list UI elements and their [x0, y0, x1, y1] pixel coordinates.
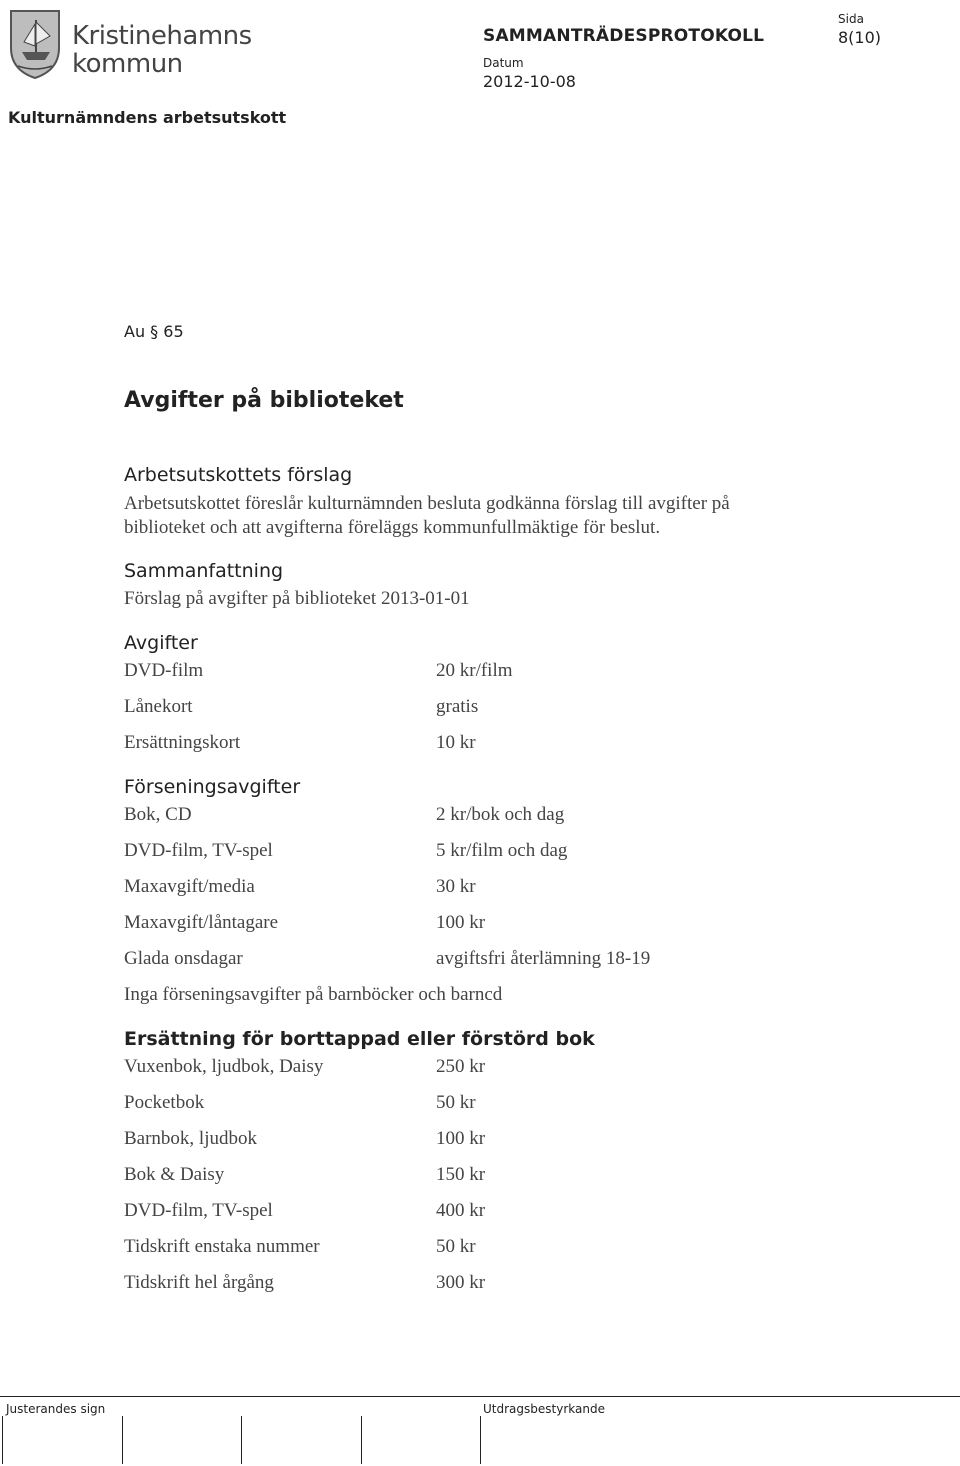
replacement-price: 150 kr	[436, 1164, 486, 1185]
proposal-heading: Arbetsutskottets förslag	[124, 464, 353, 486]
municipal-coat-of-arms-logo	[8, 8, 62, 80]
signature-box-divider	[361, 1416, 362, 1464]
late-fee-price: avgiftsfri återlämning 18-19	[436, 948, 651, 969]
fee-price: 20 kr/film	[436, 660, 513, 681]
replacement-price: 50 kr	[436, 1236, 476, 1257]
late-fees-heading: Förseningsavgifter	[124, 776, 301, 798]
paragraph-number: Au § 65	[124, 322, 184, 341]
replacement-item: Barnbok, ljudbok	[124, 1128, 257, 1149]
late-fee-price: 5 kr/film och dag	[436, 840, 568, 861]
org-name: Kristinehamns kommun	[72, 21, 252, 79]
proposal-text: Arbetsutskottet föreslår kulturnämnden besluta godkänna förslag till avgifter på biblioteket och att avgifterna föreläggs kommunfullmäktige för beslut.	[124, 493, 730, 538]
committee-name: Kulturnämndens arbetsutskott	[8, 108, 287, 127]
replacement-item: Pocketbok	[124, 1092, 205, 1113]
fee-item: DVD-film	[124, 660, 204, 681]
fee-price: gratis	[436, 696, 479, 717]
summary-heading: Sammanfattning	[124, 560, 284, 582]
replacement-price: 50 kr	[436, 1092, 476, 1113]
late-fee-item: Glada onsdagar	[124, 948, 243, 969]
date-label: Datum	[483, 56, 524, 70]
fee-item: Lånekort	[124, 696, 193, 717]
replacement-item: DVD-film, TV-spel	[124, 1200, 273, 1221]
fee-price: 10 kr	[436, 732, 476, 753]
replacement-item: Tidskrift enstaka nummer	[124, 1236, 320, 1257]
page-number: 8(10)	[838, 28, 882, 47]
replacement-item: Bok & Daisy	[124, 1164, 225, 1185]
late-fee-item: Bok, CD	[124, 804, 192, 825]
fees-heading: Avgifter	[124, 632, 198, 654]
extract-certification-label: Utdragsbestyrkande	[483, 1402, 605, 1416]
signature-box-divider	[122, 1416, 123, 1464]
late-fee-item: DVD-film, TV-spel	[124, 840, 273, 861]
page-title: Avgifter på biblioteket	[124, 388, 404, 413]
replacement-heading: Ersättning för borttappad eller förstörd bok	[124, 1028, 595, 1050]
doc-type-title: SAMMANTRÄDESPROTOKOLL	[483, 26, 765, 46]
page-label: Sida	[838, 12, 864, 26]
signature-box-divider	[480, 1416, 481, 1464]
late-fee-note: Inga förseningsavgifter på barnböcker och barncd	[124, 984, 503, 1005]
signature-box-divider	[2, 1416, 3, 1464]
replacement-item: Vuxenbok, ljudbok, Daisy	[124, 1056, 324, 1077]
replacement-price: 300 kr	[436, 1272, 486, 1293]
replacement-price: 100 kr	[436, 1128, 486, 1149]
late-fee-item: Maxavgift/media	[124, 876, 255, 897]
signature-box-divider	[241, 1416, 242, 1464]
summary-text: Förslag på avgifter på biblioteket 2013-01-01	[124, 588, 470, 609]
late-fee-price: 30 kr	[436, 876, 476, 897]
late-fee-price: 100 kr	[436, 912, 486, 933]
late-fee-price: 2 kr/bok och dag	[436, 804, 565, 825]
date-value: 2012-10-08	[483, 72, 576, 91]
fee-item: Ersättningskort	[124, 732, 241, 753]
replacement-price: 400 kr	[436, 1200, 486, 1221]
late-fee-item: Maxavgift/låntagare	[124, 912, 279, 933]
replacement-price: 250 kr	[436, 1056, 486, 1077]
justification-signature-label: Justerandes sign	[6, 1402, 106, 1416]
footer-divider	[0, 1396, 960, 1397]
replacement-item: Tidskrift hel årgång	[124, 1272, 274, 1293]
